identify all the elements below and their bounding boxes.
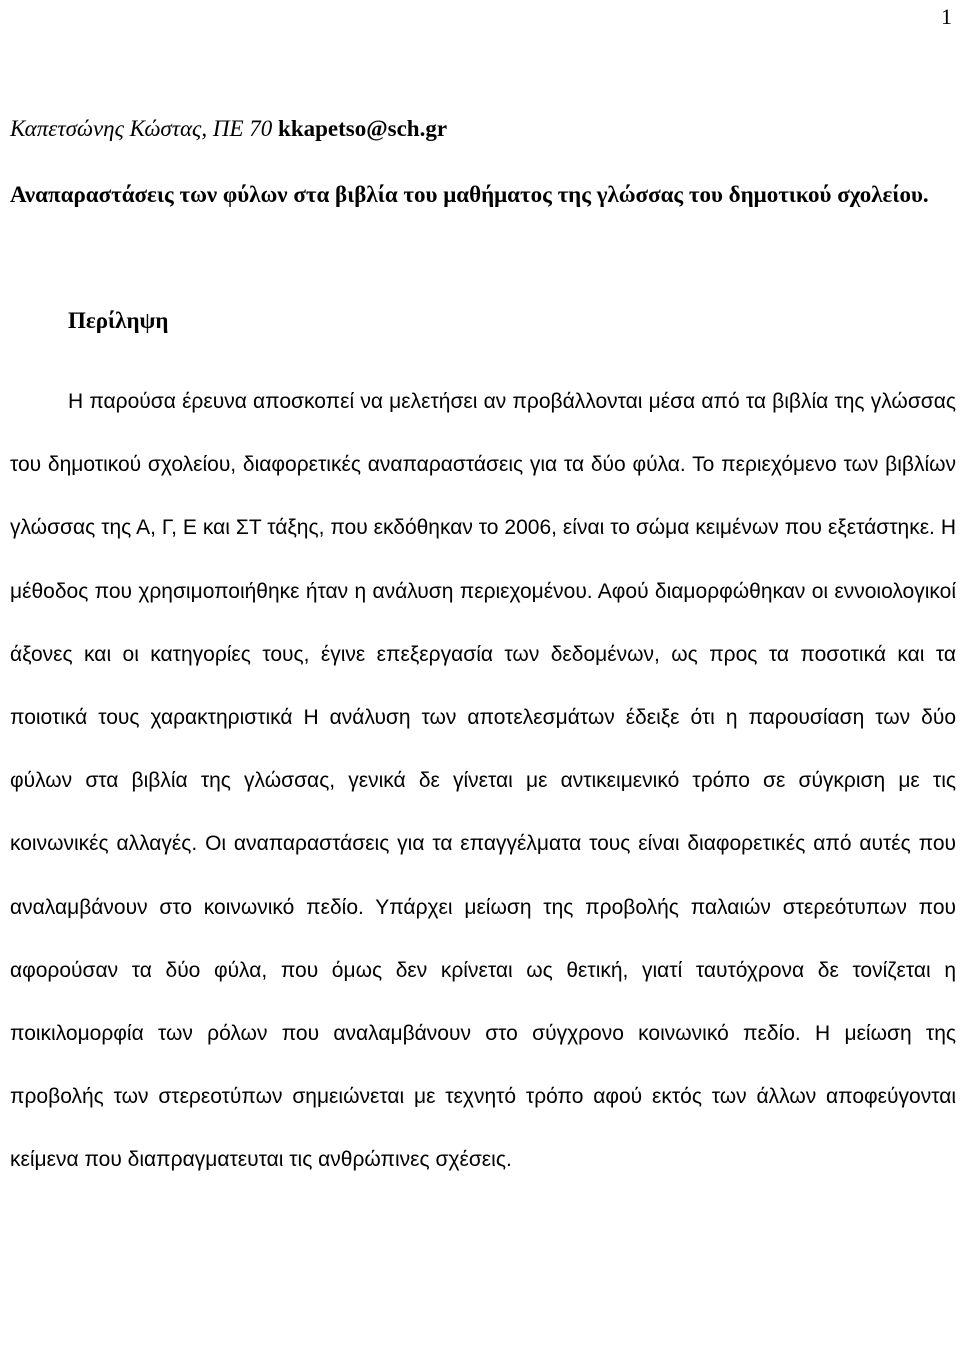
author-email: kkapetso@sch.gr	[278, 116, 448, 141]
document-title: Αναπαραστάσεις των φύλων στα βιβλία του μαθήματος της γλώσσας του δημοτικού σχολείου.	[10, 182, 929, 207]
abstract-body: Η παρούσα έρευνα αποσκοπεί να μελετήσει αν προβάλλονται μέσα από τα βιβλία της γλώσσας του δημοτικού σχολείου, διαφορετικές αναπαραστάσεις για τα δύο φύλα. Το περιεχόμενο των βιβλίων γλώσσας της Α, Γ, Ε και ΣΤ τάξης, που εκδόθηκαν το 2006, είναι το σώμα κειμένων που εξετάστηκε. Η μέθοδος που χρησιμοποιήθηκε ήταν η ανάλυση περιεχομένου. Αφού διαμορφώθηκαν οι εννοιολογικοί άξονες και οι κατηγορίες τους, έγινε επεξεργασία των δεδομένων, ως προς τα ποσοτικά και τα ποιοτικά τους χαρακτηριστικά Η ανάλυση των αποτελεσμάτων έδειξε ότι η παρουσίαση των δύο φύλων στα βιβλία της γλώσσας, γενικά δε γίνεται με αντικειμενικό τρόπο σε σύγκριση με τις κοινωνικές αλλαγές. Οι αναπαραστάσεις για τα επαγγέλματα τους είναι διαφορετικές από αυτές που αναλαμβάνουν στο κοινωνικό πεδίο. Υπάρχει μείωση της προβολής παλαιών στερεότυπων που αφορούσαν τα δύο φύλα, που όμως δεν κρίνεται ως θετική, γιατί ταυτόχρονα δε τονίζεται η ποικιλομορφία των ρόλων που αναλαμβάνουν στο σύγχρονο κοινωνικό πεδίο. Η μείωση της προβολής των στερεοτύπων σημειώνεται με τεχνητό τρόπο αφού εκτός των άλλων αποφεύγονται κείμενα που διαπραγματευται τις ανθρώπινες σχέσεις.	[10, 390, 956, 1172]
author-line	[10, 116, 447, 142]
author-name: Καπετσώνης Κώστας, ΠΕ 70	[10, 116, 279, 141]
abstract-heading: Περίληψη	[68, 308, 169, 333]
page-number: 1	[941, 4, 952, 29]
